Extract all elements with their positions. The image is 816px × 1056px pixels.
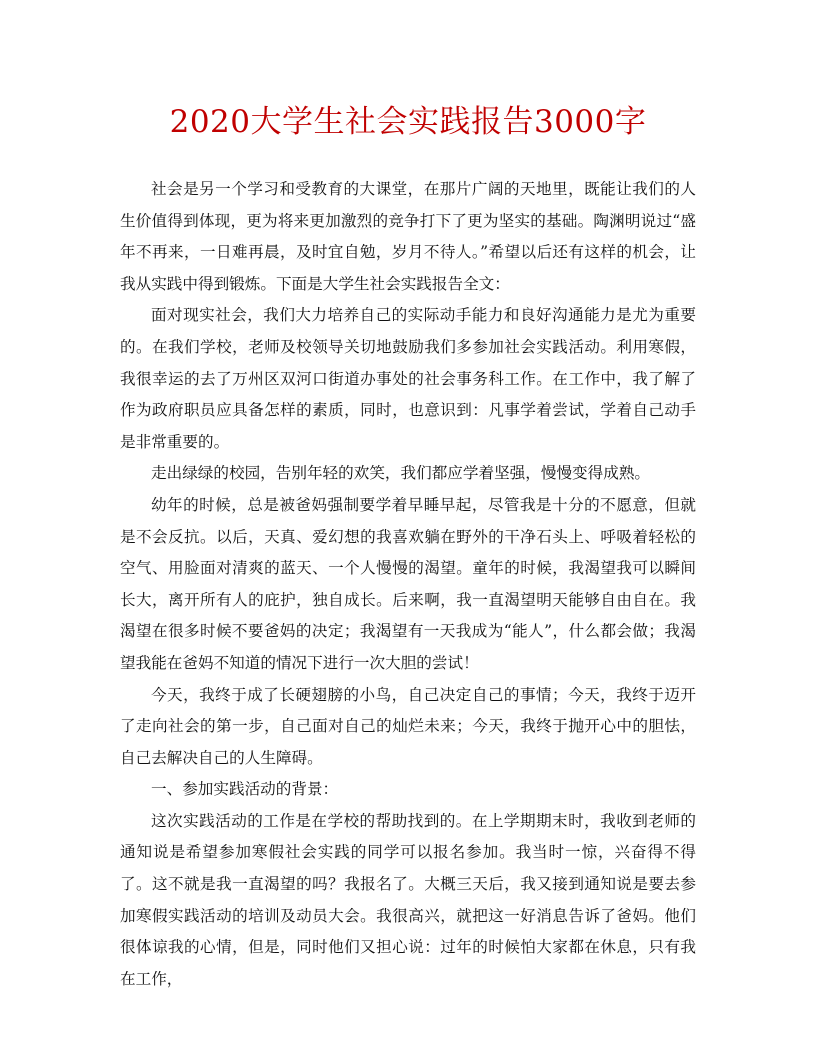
paragraph-leaving-campus: 走出绿绿的校园，告别年轻的欢笑，我们都应学着坚强，慢慢变得成熟。 bbox=[151, 464, 651, 483]
section-heading-background: 一、参加实践活动的背景： bbox=[151, 780, 339, 799]
paragraph-today: 今天，我终于成了长硬翅膀的小鸟，自己决定自己的事情；今天，我终于迈开了走向社会的第一步，自己面对自己的灿烂未来；今天，我终于抛开心中的胆怯，自己去解决自己的人生障碍。 bbox=[120, 685, 696, 767]
paragraph-childhood: 幼年的时候，总是被爸妈强制要学着早睡早起，尽管我是十分的不愿意，但就是不会反抗。以后，天真、爱幻想的我喜欢躺在野外的干净石头上、呼吸着轻松的空气、用脸面对清爽的蓝天、一个人慢慢的渴望。童年的时候，我渴望我可以瞬间长大，离开所有人的庇护，独自成长。后来啊，我一直渴望明天能够自由自在。我渴望在很多时候不要爸妈的决定；我渴望有一天我成为“能人”，什么都会做；我渴望我能在爸妈不知道的情况下进行一次大胆的尝试！ bbox=[120, 495, 696, 672]
paragraph-intro: 社会是另一个学习和受教育的大课堂，在那片广阔的天地里，既能让我们的人生价值得到体现，更为将来更加激烈的竞争打下了更为坚实的基础。陶渊明说过“盛年不再来，一日难再晨，及时宜自勉，岁月不待人。”希望以后还有这样的机会，让我从实践中得到锻炼。下面是大学生社会实践报告全文： bbox=[120, 180, 696, 293]
paragraph-background: 这次实践活动的工作是在学校的帮助找到的。在上学期期末时，我收到老师的通知说是希望参加寒假社会实践的同学可以报名参加。我当时一惊，兴奋得不得了。这不就是我一直渴望的吗？我报名了。大概三天后，我又接到通知说是要去参加寒假实践活动的培训及动员大会。我很高兴，就把这一好消息告诉了爸妈。他们很体谅我的心情，但是，同时他们又担心说：过年的时候怕大家都在休息，只有我在工作， bbox=[120, 811, 696, 988]
document-body bbox=[120, 174, 696, 995]
paragraph-facing-society: 面对现实社会，我们大力培养自己的实际动手能力和良好沟通能力是尤为重要的。在我们学校，老师及校领导关切地鼓励我们多参加社会实践活动。利用寒假，我很幸运的去了万州区双河口街道办事处的社会事务科工作。在工作中，我了解了作为政府职员应具备怎样的素质，同时，也意识到：凡事学着尝试，学着自己动手是非常重要的。 bbox=[120, 306, 696, 451]
document-title: 2020大学生社会实践报告3000字 bbox=[169, 104, 647, 140]
